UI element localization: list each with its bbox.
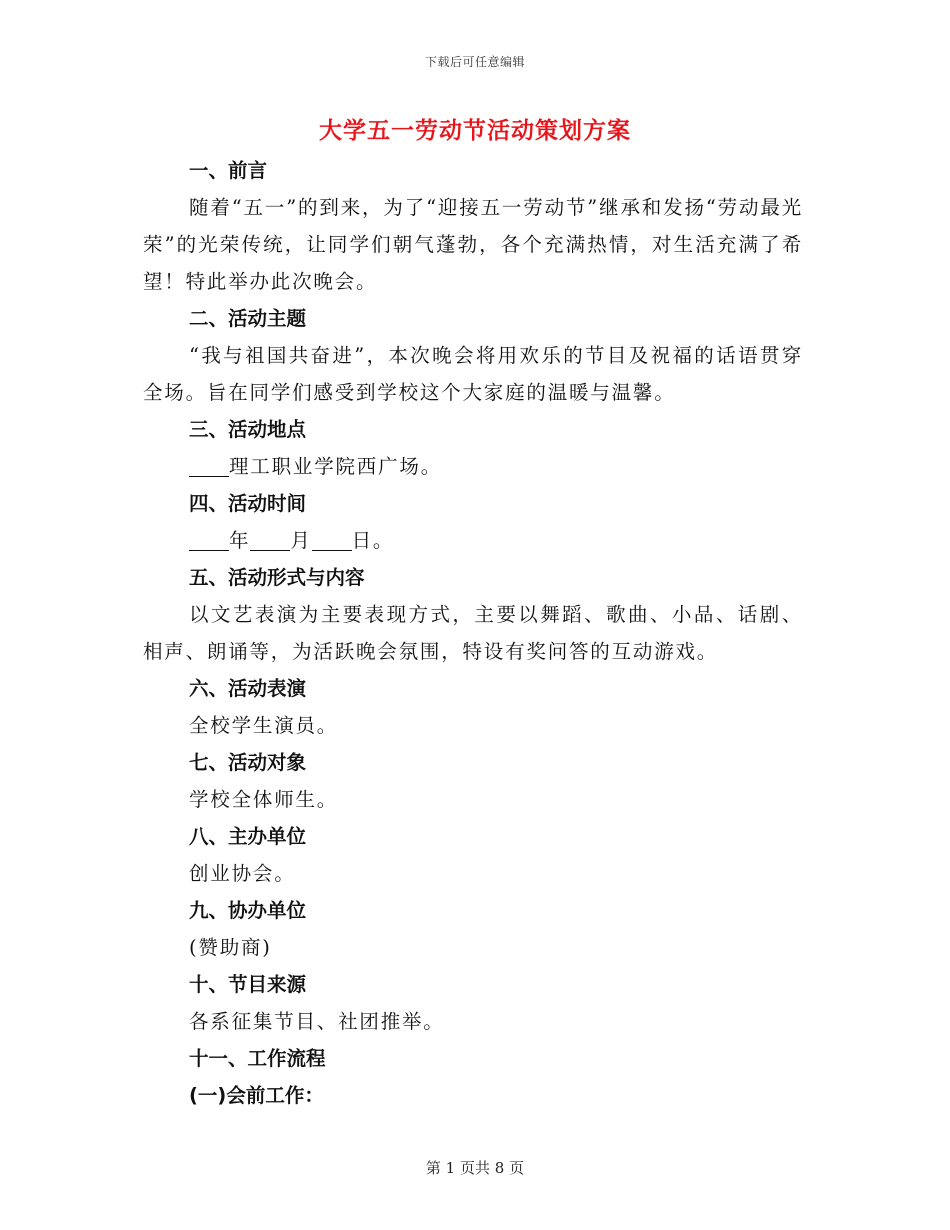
section-paragraph-location [143, 448, 803, 485]
section-heading-theme: 二、活动主题 [189, 307, 307, 330]
section-paragraph-time [143, 522, 803, 559]
section-heading-format: 五、活动形式与内容 [189, 566, 365, 589]
section-heading-organizer: 八、主办单位 [189, 825, 307, 848]
section-paragraph-format: 以文艺表演为主要表现方式，主要以舞蹈、歌曲、小品、话剧、相声、朗诵等，为活跃晚会氛围，特设有奖问答的互动游戏。 [143, 603, 803, 663]
section-paragraph-preface: 随着“五一”的到来，为了“迎接五一劳动节”继承和发扬“劳动最光荣”的光荣传统，让同学们朝气蓬勃，各个充满热情，对生活充满了希望！特此举办此次晚会。 [143, 196, 803, 293]
section-paragraph-organizer: 创业协会。 [189, 862, 296, 885]
section-paragraph-theme: “我与祖国共奋进”，本次晚会将用欢乐的节目及祝福的话语贯穿全场。旨在同学们感受到学校这个大家庭的温暖与温馨。 [143, 344, 803, 404]
section-paragraph-performers: 全校学生演员。 [189, 714, 339, 737]
subsection-heading-pre-event: (一)会前工作： [189, 1084, 324, 1107]
month-label: 月 [290, 529, 312, 552]
section-heading-time: 四、活动时间 [189, 492, 307, 515]
section-heading-performers: 六、活动表演 [189, 677, 307, 700]
page-footer: 第 1 页共 8 页 [425, 1159, 525, 1177]
location-text: 理工职业学院西广场。 [229, 455, 443, 478]
year-label: 年 [229, 529, 251, 552]
section-paragraph-audience: 学校全体师生。 [189, 788, 339, 811]
section-heading-preface: 一、前言 [189, 159, 268, 182]
day-blank-line [312, 528, 352, 551]
section-heading-workflow: 十一、工作流程 [189, 1047, 326, 1070]
month-blank-line [250, 528, 290, 551]
document-title: 大学五一劳动节活动策划方案 [319, 118, 631, 144]
location-blank-line [189, 454, 229, 477]
day-label: 日。 [351, 529, 395, 552]
section-heading-audience: 七、活动对象 [189, 751, 307, 774]
header-note: 下载后可任意编辑 [424, 55, 525, 69]
document-body [143, 152, 803, 1114]
year-blank-line [189, 528, 229, 551]
section-paragraph-co-organizer: (赞助商) [189, 936, 272, 959]
section-heading-co-organizer: 九、协办单位 [189, 899, 307, 922]
section-paragraph-program-source: 各系征集节目、社团推举。 [189, 1010, 445, 1033]
section-heading-program-source: 十、节目来源 [189, 973, 307, 996]
section-heading-location: 三、活动地点 [189, 418, 307, 441]
